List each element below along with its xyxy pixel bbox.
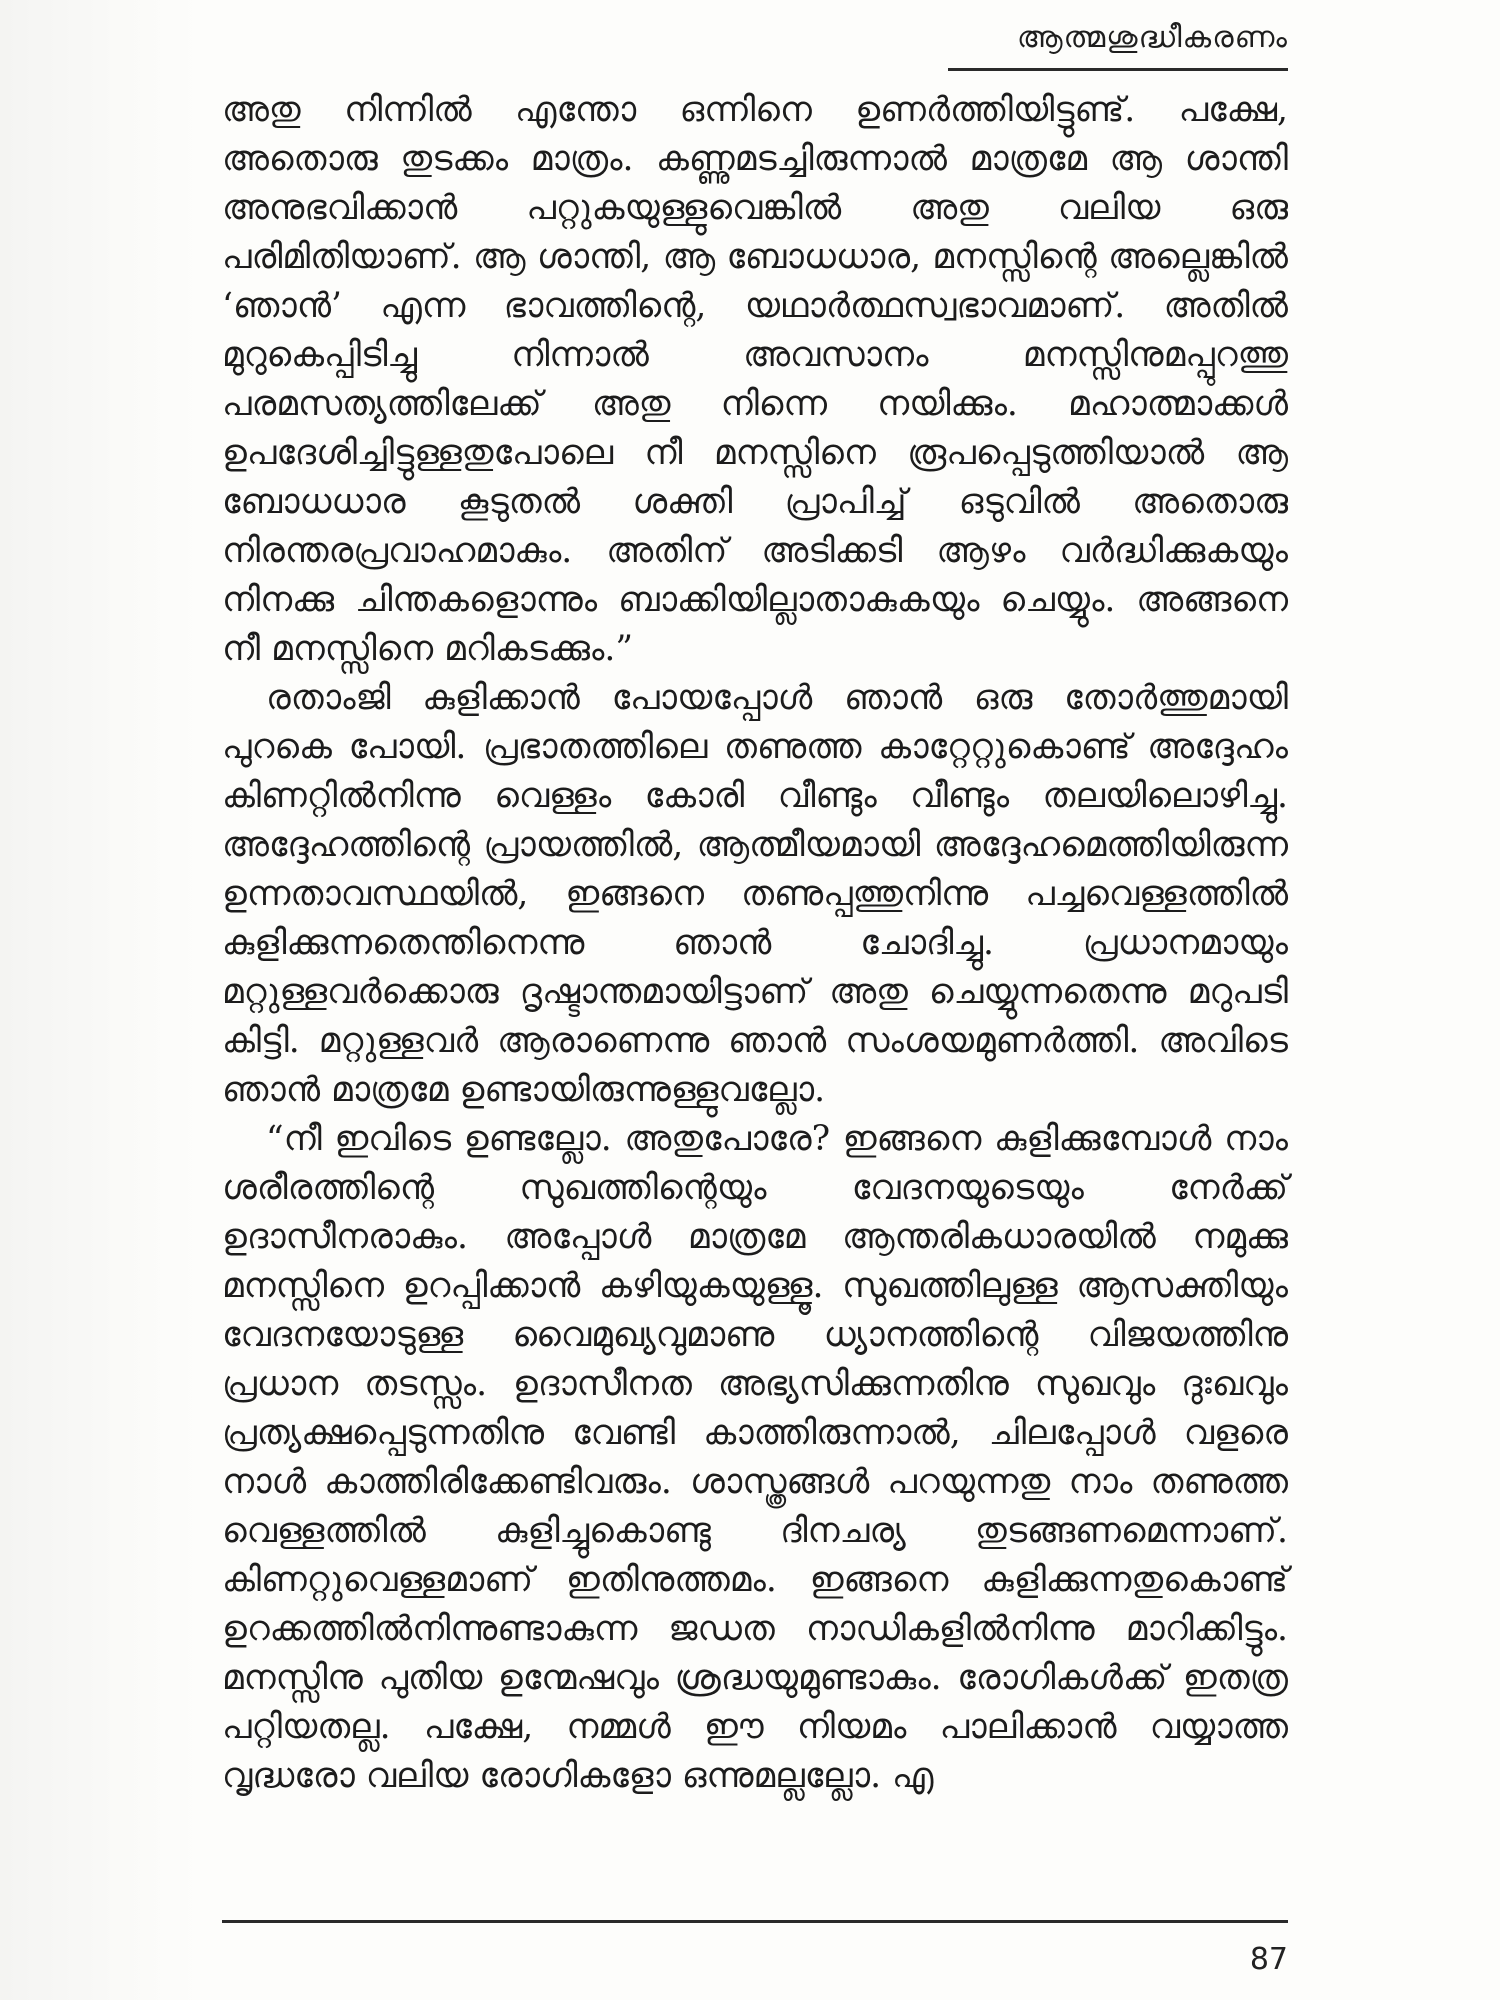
running-head-title: ആത്മശുദ്ധീകരണം [1016,20,1288,55]
paragraph-3: “നീ ഇവിടെ ഉണ്ടല്ലോ. അതുപോരേ? ഇങ്ങനെ കുളിക്കുമ്പോൾ നാം ശരീരത്തിന്റെ സുഖത്തിന്റെയും വേദനയുടെയും നേർക്ക് ഉദാസീനരാകും. അപ്പോൾ മാത്രമേ ആന്തരികധാരയിൽ നമുക്കു മനസ്സിനെ ഉറപ്പിക്കാൻ കഴിയുകയുള്ളൂ. സുഖത്തിലുള്ള ആസക്തിയും വേദനയോടുള്ള വൈമുഖ്യവുമാണു ധ്യാനത്തിന്റെ വിജയത്തിനു പ്രധാന തടസ്സം. ഉദാസീനത അഭ്യസിക്കുന്നതിനു സുഖവും ദുഃഖവും പ്രത്യക്ഷപ്പെടുന്നതിനു വേണ്ടി കാത്തിരുന്നാൽ, ചിലപ്പോൾ വളരെ നാൾ കാത്തിരിക്കേണ്ടിവരും. ശാസ്ത്രങ്ങൾ പറയുന്നതു നാം തണുത്ത വെള്ളത്തിൽ കുളിച്ചുകൊണ്ടു ദിനചര്യ തുടങ്ങണമെന്നാണ്. കിണറ്റുവെള്ളമാണ് ഇതിനുത്തമം. ഇങ്ങനെ കുളിക്കുന്നതുകൊണ്ട് ഉറക്കത്തിൽനിന്നുണ്ടാകുന്ന ജഡത നാഡികളിൽനിന്നു മാറിക്കിട്ടും. മനസ്സിനു പുതിയ ഉന്മേഷവും ശ്രദ്ധയുമുണ്ടാകും. രോഗികൾക്ക് ഇതത്ര പറ്റിയതല്ല. പക്ഷേ, നമ്മൾ ഈ നിയമം പാലിക്കാൻ വയ്യാത്ത വൃദ്ധരോ വലിയ രോഗികളോ ഒന്നുമല്ലല്ലോ. എ [222,1119,1288,1796]
page-gutter-shadow [0,0,200,2000]
page-number: 87 [1249,1942,1288,1977]
header-rule [948,68,1288,71]
paragraph-1: അതു നിന്നിൽ എന്തോ ഒന്നിനെ ഉണർത്തിയിട്ടുണ്ട്. പക്ഷേ, അതൊരു തുടക്കം മാത്രം. കണ്ണുമടച്ചിരുന്നാൽ മാത്രമേ ആ ശാന്തി അനുഭവിക്കാൻ പറ്റുകയുള്ളുവെങ്കിൽ അതു വലിയ ഒരു പരിമിതിയാണ്. ആ ശാന്തി, ആ ബോധധാര, മനസ്സിന്റെ അല്ലെങ്കിൽ ‘ഞാൻ’ എന്ന ഭാവത്തിന്റെ, യഥാർത്ഥസ്വഭാവമാണ്. അതിൽ മുറുകെപ്പിടിച്ചു നിന്നാൽ അവസാനം മനസ്സിനുമപ്പുറത്തു പരമസത്യത്തിലേക്ക് അതു നിന്നെ നയിക്കും. മഹാത്മാക്കൾ ഉപദേശിച്ചിട്ടുള്ളതുപോലെ നീ മനസ്സിനെ രൂപപ്പെടുത്തിയാൽ ആ ബോധധാര കൂടുതൽ ശക്തി പ്രാപിച്ച് ഒടുവിൽ അതൊരു നിരന്തരപ്രവാഹമാകും. അതിന് അടിക്കടി ആഴം വർദ്ധിക്കുകയും നിനക്കു ചിന്തകളൊന്നും ബാക്കിയില്ലാതാകുകയും ചെയ്യും. അങ്ങനെ നീ മനസ്സിനെ മറികടക്കും.” [222,90,1288,669]
body-text [222,86,1288,1801]
footer-rule [222,1920,1288,1923]
paragraph-2: രതാംജി കുളിക്കാൻ പോയപ്പോൾ ഞാൻ ഒരു തോർത്തുമായി പുറകെ പോയി. പ്രഭാതത്തിലെ തണുത്ത കാറ്റേറ്റുകൊണ്ട് അദ്ദേഹം കിണറ്റിൽനിന്നു വെള്ളം കോരി വീണ്ടും വീണ്ടും തലയിലൊഴിച്ചു. അദ്ദേഹത്തിന്റെ പ്രായത്തിൽ, ആത്മീയമായി അദ്ദേഹമെത്തിയിരുന്ന ഉന്നതാവസ്ഥയിൽ, ഇങ്ങനെ തണുപ്പത്തുനിന്നു പച്ചവെള്ളത്തിൽ കുളിക്കുന്നതെന്തിനെന്നു ഞാൻ ചോദിച്ചു. പ്രധാനമായും മറ്റുള്ളവർക്കൊരു ദൃഷ്ടാന്തമായിട്ടാണ് അതു ചെയ്യുന്നതെന്നു മറുപടി കിട്ടി. മറ്റുള്ളവർ ആരാണെന്നു ഞാൻ സംശയമുണർത്തി. അവിടെ ഞാൻ മാത്രമേ ഉണ്ടായിരുന്നുള്ളുവല്ലോ. [222,678,1288,1110]
